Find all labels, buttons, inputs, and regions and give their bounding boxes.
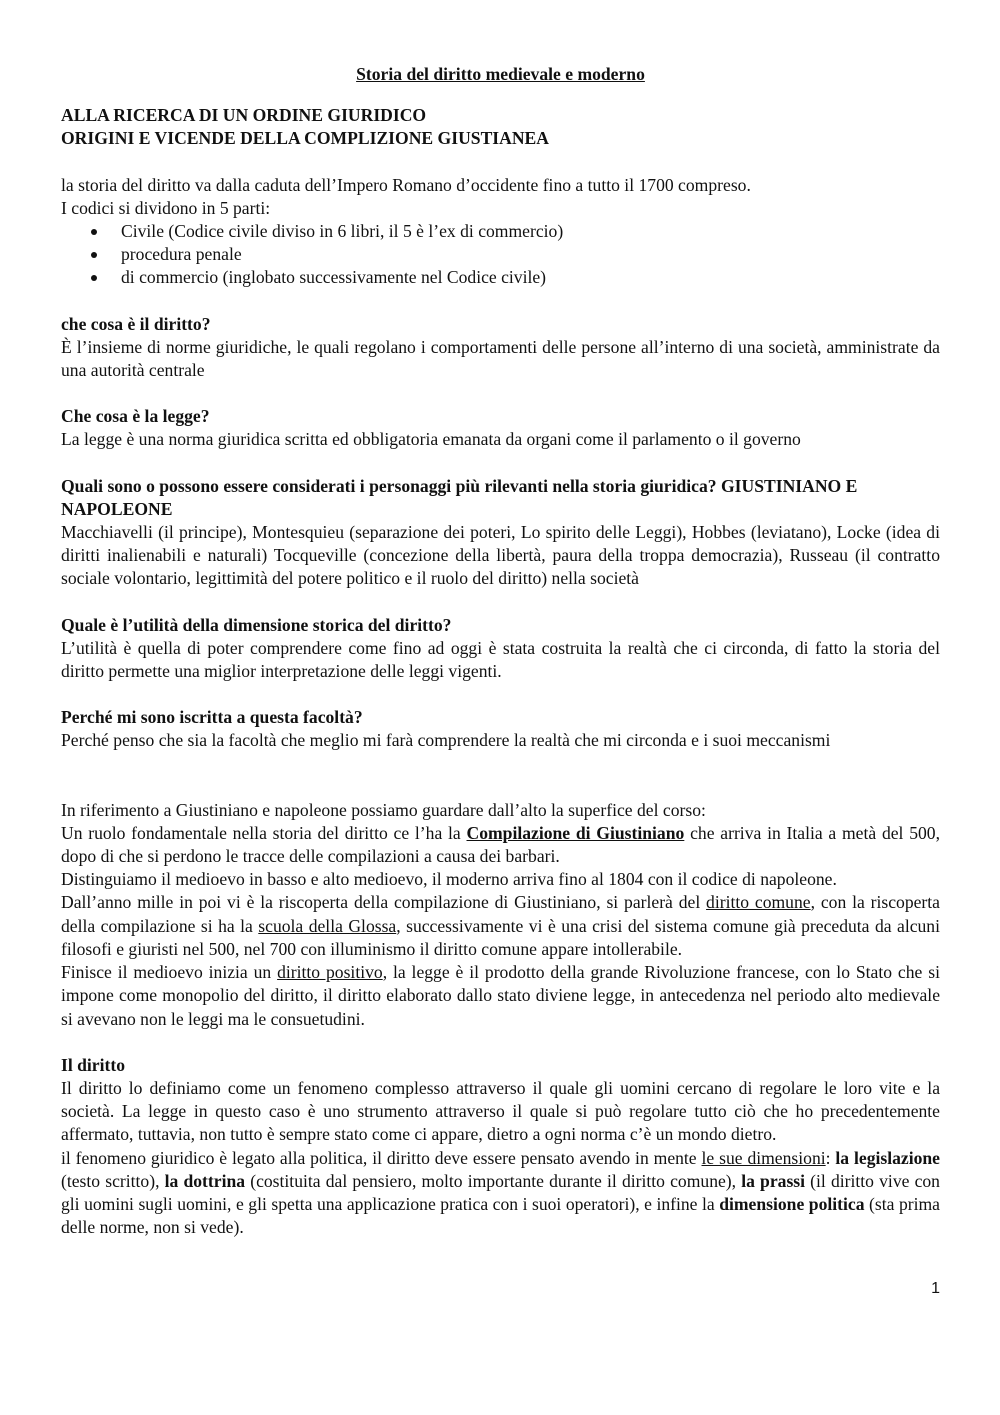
bullet-icon [91, 252, 97, 258]
question-utilita: Quale è l’utilità della dimensione storica del diritto? [61, 614, 452, 635]
list-item-text: procedura penale [121, 244, 242, 265]
question-diritto: che cosa è il diritto? [61, 313, 211, 334]
answer-legge: La legge è una norma giuridica scritta ed obbligatoria emanata da organi come il parlamento o il governo [61, 429, 801, 450]
legislazione-term: la legislazione [835, 1147, 940, 1168]
list-item [61, 243, 940, 266]
document-body [61, 63, 940, 1239]
overview-paragraph-diritto-positivo: Finisce il medioevo inizia un diritto positivo, la legge è il prodotto della grande Rivoluzione francese, con lo Stato che si impone come monopolio del diritto, il diritto elaborato dallo stato diviene legge, in antecedenza nel periodo alto medievale si avevano non le leggi ma le consuetudini. [61, 962, 940, 1029]
diritto-positivo-term: diritto positivo [277, 962, 383, 983]
dottrina-term: la dottrina [164, 1170, 246, 1191]
answer-personaggi: Macchiavelli (il principe), Montesquieu (separazione dei poteri, Lo spirito delle Leggi), Hobbes (leviatano), Locke (idea di diritti inalienabili e naturali) Tocqueville (concezione della libertà, paura della troppa democrazia), Russeau (il contratto sociale volontario, legittimità del potere politico e il ruolo del diritto) nella società [61, 522, 940, 589]
question-facolta: Perché mi sono iscritta a questa facoltà? [61, 707, 363, 728]
main-heading [61, 104, 940, 150]
diritto-comune-term: diritto comune [706, 892, 811, 913]
list-item [61, 266, 940, 289]
overview-paragraph-medioevo: Distinguiamo il medioevo in basso e alto medioevo, il moderno arriva fino al 1804 con il codice di napoleone. [61, 869, 837, 890]
answer-diritto: È l’insieme di norme giuridiche, le quali regolano i comportamenti delle persone all’interno di una società, amministrate da una autorità centrale [61, 336, 940, 381]
scuola-glossa-term: scuola della Glossa [258, 915, 397, 936]
bullet-icon [91, 275, 97, 281]
dimensioni-term: le sue dimensioni [701, 1147, 826, 1168]
dimensione-politica-term: dimensione politica [719, 1193, 865, 1214]
intro-line-2: I codici si dividono in 5 parti: [61, 197, 271, 218]
section-heading-diritto: Il diritto [61, 1054, 126, 1075]
main-heading-line-2: ORIGINI E VICENDE DELLA COMPLIZIONE GIUSTIANEA [61, 128, 550, 149]
question-personaggi: Quali sono o possono essere considerati i personaggi più rilevanti nella storia giuridica? GIUSTINIANO E NAPOLEONE [61, 475, 858, 519]
bullet-icon [91, 229, 97, 235]
list-item-text: Civile (Codice civile diviso in 6 libri, il 5 è l’ex di commercio) [121, 221, 564, 242]
compilazione-di-giustiniano: Compilazione di Giustiniano [466, 822, 685, 843]
list-item-text: di commercio (inglobato successivamente nel Codice civile) [121, 267, 547, 288]
overview-intro: In riferimento a Giustiniano e napoleone possiamo guardare dall’alto la superfice del corso: [61, 799, 706, 820]
intro-line-1: la storia del diritto va dalla caduta dell’Impero Romano d’occidente fino a tutto il 1700 compreso. [61, 174, 751, 195]
codici-list [61, 220, 940, 290]
diritto-paragraph-2: il fenomeno giuridico è legato alla politica, il diritto deve essere pensato avendo in mente le sue dimensioni: la legislazione (testo scritto), la dottrina (costituita dal pensiero, molto importante durante il diritto comune), la prassi (il diritto vive con gli uomini sugli uomini, e gli spetta una applicazione pratica con i suoi operatori), e infine la dimensione politica (sta prima delle norme, non si vede). [61, 1147, 940, 1238]
prassi-term: la prassi [741, 1170, 806, 1191]
answer-utilita: L’utilità è quella di poter comprendere come fino ad oggi è stata costruita la realtà che ci circonda, di fatto la storia del diritto permette una miglior interpretazione delle leggi vigenti. [61, 637, 940, 682]
list-item [61, 220, 940, 243]
page-number: 1 [931, 1280, 940, 1297]
diritto-paragraph-1: Il diritto lo definiamo come un fenomeno complesso attraverso il quale gli uomini cercano di regolare le loro vite e la società. La legge in questo caso è uno strumento attraverso il quale si può regolare tutto ciò che ho precedentemente affermato, tuttavia, non tutto è sempre stato come ci appare, dietro a ogni norma c’è un mondo dietro. [61, 1077, 940, 1145]
question-legge: Che cosa è la legge? [61, 406, 210, 427]
answer-facolta: Perché penso che sia la facoltà che meglio mi farà comprendere la realtà che mi circonda e i suoi meccanismi [61, 730, 831, 751]
overview-paragraph-compilazione: Un ruolo fondamentale nella storia del diritto ce l’ha la Compilazione di Giustiniano che arriva in Italia a metà del 500, dopo di che si perdono le tracce delle compilazioni a causa dei barbari. [61, 822, 941, 867]
main-heading-line-1: ALLA RICERCA DI UN ORDINE GIURIDICO [61, 105, 427, 126]
document-title: Storia del diritto medievale e moderno [356, 64, 645, 84]
overview-paragraph-diritto-comune: Dall’anno mille in poi vi è la riscoperta della compilazione di Giustiniano, si parlerà del diritto comune, con la riscoperta della compilazione si ha la scuola della Glossa, successivamente vi è una crisi del sistema comune già preceduta da alcuni filosofi e giuristi nel 500, nel 700 con illuminismo il diritto comune appare intollerabile. [61, 892, 940, 959]
